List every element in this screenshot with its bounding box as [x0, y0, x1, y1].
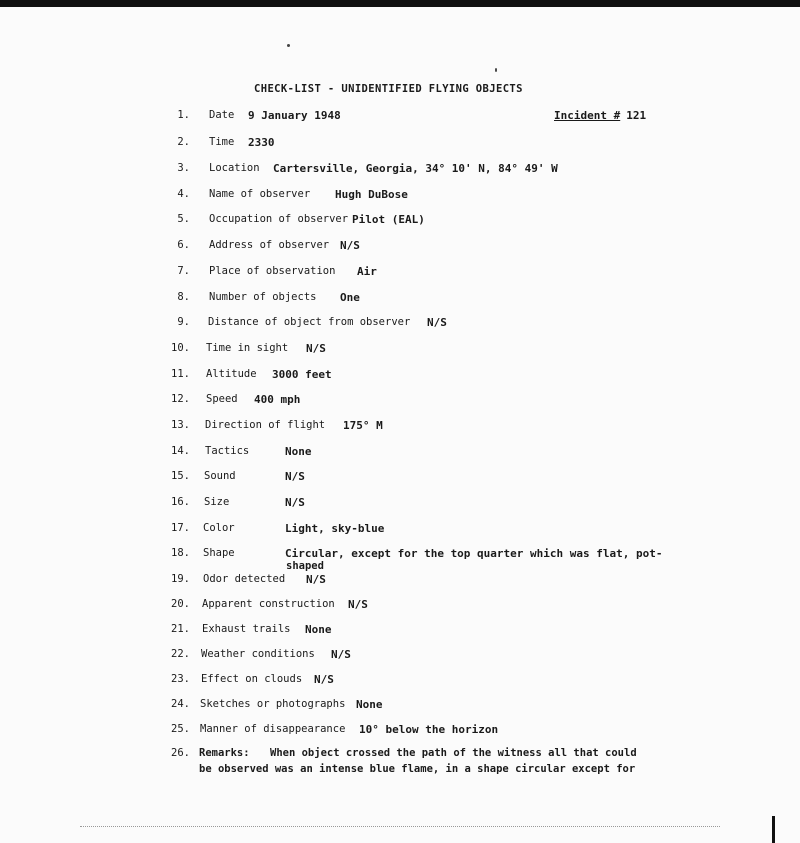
scan-speck: [287, 44, 290, 47]
item-label: Sketches or photographs: [200, 698, 346, 710]
item-label: Odor detected: [203, 573, 286, 585]
item-number: 15.: [171, 470, 190, 482]
item-value: 400 mph: [254, 393, 301, 406]
item-value: Light, sky-blue: [285, 522, 385, 535]
item-label: Location: [209, 162, 260, 174]
item-number: 12.: [171, 393, 190, 405]
item-value: None: [356, 698, 383, 711]
item-number: 19.: [171, 573, 190, 585]
page-title: CHECK-LIST - UNIDENTIFIED FLYING OBJECTS: [254, 83, 523, 95]
item-label: Direction of flight: [205, 419, 326, 431]
item-label: Time: [209, 136, 235, 148]
item-value: 2330: [248, 136, 275, 149]
item-value: One: [340, 291, 360, 304]
item-number: 17.: [171, 522, 190, 534]
item-label: Effect on clouds: [201, 673, 303, 685]
item-value: None: [285, 445, 312, 458]
item-label: Name of observer: [209, 188, 311, 200]
item-number: 6.: [177, 239, 190, 251]
item-value: 3000 feet: [272, 368, 332, 381]
item-label: Altitude: [206, 368, 257, 380]
item-label: Place of observation: [209, 265, 336, 277]
item-value: Cartersville, Georgia, 34° 10' N, 84° 49' W: [273, 162, 558, 175]
item-label: Weather conditions: [201, 648, 315, 660]
item-number: 3.: [177, 162, 190, 174]
item-number: 20.: [171, 598, 190, 610]
item-number: 22.: [171, 648, 190, 660]
item-number: 2.: [177, 136, 190, 148]
item-value: N/S: [314, 673, 334, 686]
item-value: 175° M: [343, 419, 383, 432]
item-value: N/S: [340, 239, 360, 252]
item-label: Number of objects: [209, 291, 317, 303]
shape-continuation: shaped: [286, 560, 324, 572]
item-label: Shape: [203, 547, 235, 559]
item-value: None: [305, 623, 332, 636]
item-value: 9 January 1948: [248, 109, 341, 122]
incident-label: Incident #: [554, 109, 621, 122]
scan-top-border: [0, 0, 800, 7]
item-number: 8.: [177, 291, 190, 303]
item-label: Remarks:: [199, 747, 250, 759]
item-value: N/S: [331, 648, 351, 661]
item-number: 9.: [177, 316, 190, 328]
item-label: Manner of disappearance: [200, 723, 346, 735]
item-label: Occupation of observer: [209, 213, 349, 225]
item-label: Apparent construction: [202, 598, 335, 610]
item-number: 10.: [171, 342, 190, 354]
item-value: Pilot (EAL): [352, 213, 425, 226]
item-label: Size: [204, 496, 230, 508]
item-value: Circular, except for the top quarter which was flat, pot-: [285, 547, 663, 560]
item-number: 21.: [171, 623, 190, 635]
item-value: Hugh DuBose: [335, 188, 408, 201]
incident-number: [554, 109, 646, 122]
scan-edge-mark: [772, 816, 775, 843]
remarks-line-2: be observed was an intense blue flame, in a shape circular except for: [199, 763, 636, 775]
item-number: 1.: [177, 109, 190, 121]
item-label: Address of observer: [209, 239, 330, 251]
item-value: Air: [357, 265, 377, 278]
item-value: N/S: [306, 342, 326, 355]
item-label: Tactics: [205, 445, 250, 457]
item-number: 26.: [171, 747, 190, 759]
item-label: Exhaust trails: [202, 623, 291, 635]
incident-value: 121: [626, 109, 647, 122]
scan-bottom-artifact: [80, 826, 720, 828]
item-number: 4.: [177, 188, 190, 200]
item-number: 5.: [177, 213, 190, 225]
item-number: 7.: [177, 265, 190, 277]
item-number: 14.: [171, 445, 190, 457]
item-label: Sound: [204, 470, 236, 482]
item-value: 10° below the horizon: [359, 723, 499, 736]
item-number: 16.: [171, 496, 190, 508]
item-number: 25.: [171, 723, 190, 735]
item-label: Time in sight: [206, 342, 289, 354]
item-number: 11.: [171, 368, 190, 380]
item-label: Date: [209, 109, 235, 121]
item-value: N/S: [285, 470, 305, 483]
item-value: N/S: [285, 496, 305, 509]
scan-speck: [495, 68, 497, 72]
remarks-line-1: When object crossed the path of the witness all that could: [270, 747, 637, 759]
item-label: Distance of object from observer: [208, 316, 411, 328]
item-value: N/S: [348, 598, 368, 611]
item-value: N/S: [427, 316, 447, 329]
item-label: Color: [203, 522, 235, 534]
item-number: 13.: [171, 419, 190, 431]
item-value: N/S: [306, 573, 326, 586]
item-number: 18.: [171, 547, 190, 559]
item-number: 23.: [171, 673, 190, 685]
item-number: 24.: [171, 698, 190, 710]
item-label: Speed: [206, 393, 238, 405]
